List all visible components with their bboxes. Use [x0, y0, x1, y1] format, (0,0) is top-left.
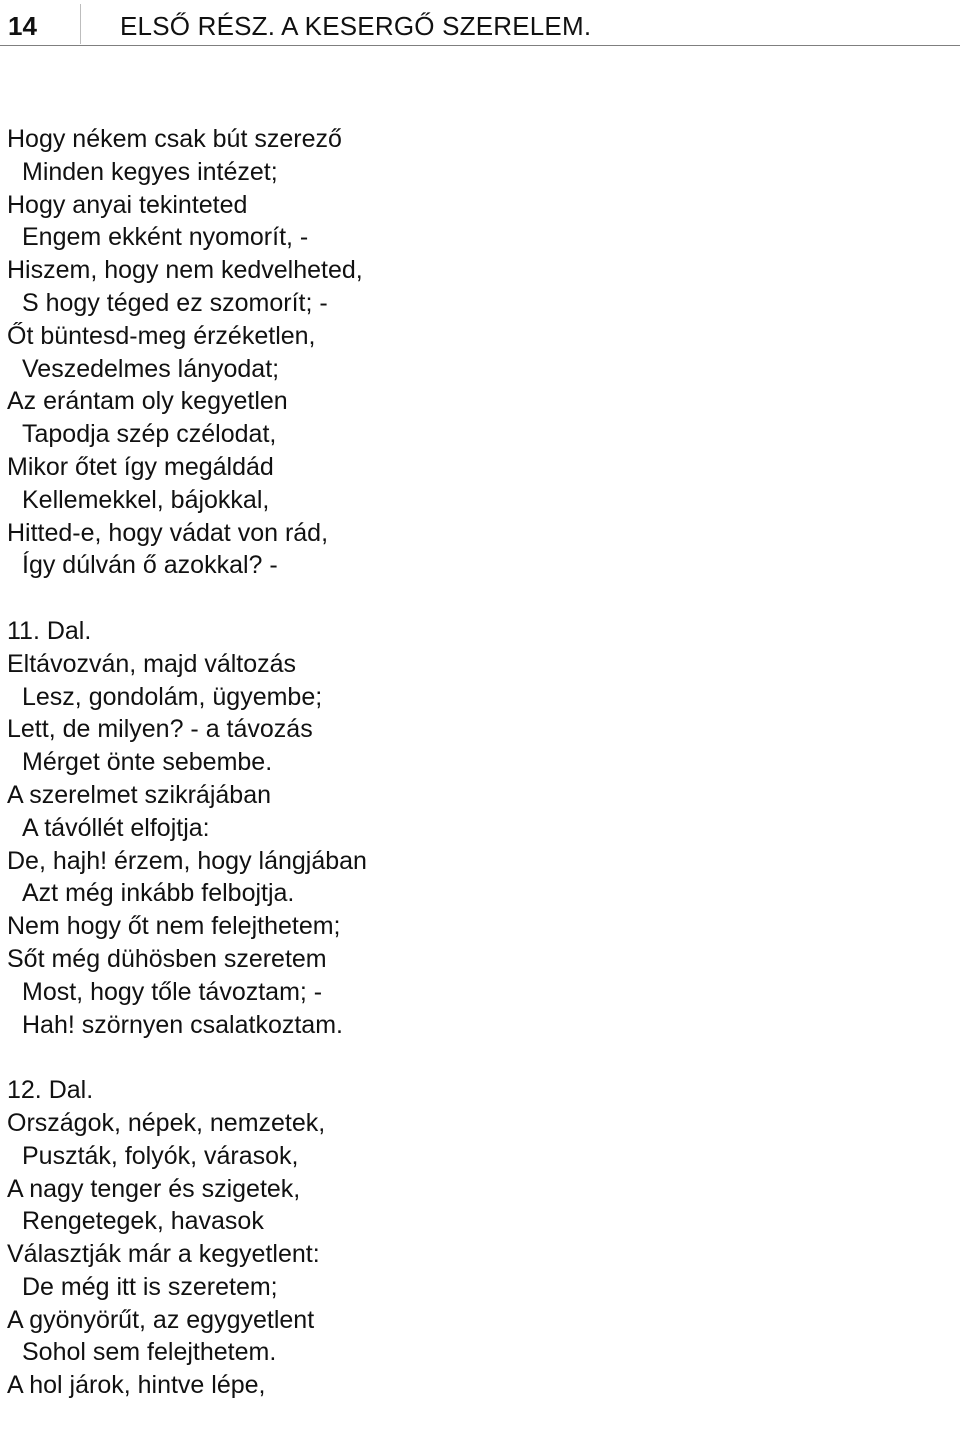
stanza-1 — [7, 123, 947, 582]
verse-line: A távóllét elfojtja: — [22, 813, 210, 842]
verse-line: Most, hogy tőle távoztam; - — [22, 977, 323, 1006]
verse-line: Sohol sem felejthetem. — [22, 1338, 277, 1367]
song-heading: 11. Dal. — [7, 616, 92, 645]
poem-body — [7, 123, 947, 1402]
verse-line: Sőt még dühösben szeretem — [7, 944, 327, 973]
verse-line: Választják már a kegyetlent: — [7, 1240, 320, 1269]
verse-line: Tapodja szép czélodat, — [22, 420, 277, 449]
verse-line: Nem hogy őt nem felejthetem; — [7, 912, 341, 941]
verse-line: De még itt is szeretem; — [22, 1272, 278, 1301]
song-heading: 12. Dal. — [7, 1076, 94, 1105]
verse-line: Mérget önte sebembe. — [22, 748, 273, 777]
verse-line: Eltávozván, majd változás — [7, 649, 297, 678]
verse-line: Őt büntesd-meg érzéketlen, — [7, 321, 316, 350]
verse-line: Az erántam oly kegyetlen — [7, 387, 288, 416]
verse-line: Rengetegek, havasok — [22, 1207, 264, 1236]
verse-line: Országok, népek, nemzetek, — [7, 1108, 326, 1137]
header-rule — [0, 45, 960, 46]
song-11 — [7, 615, 947, 1041]
verse-line: A szerelmet szikrájában — [7, 780, 272, 809]
verse-line: Puszták, folyók, várasok, — [22, 1141, 299, 1170]
verse-line: Veszedelmes lányodat; — [22, 354, 280, 383]
verse-line: Kellemekkel, bájokkal, — [22, 485, 270, 514]
running-title: ELSŐ RÉSZ. A KESERGŐ SZERELEM. — [120, 11, 592, 41]
verse-line: Hogy nékem csak bút szerező — [7, 125, 342, 153]
verse-line: Így dúlván ő azokkal? - — [22, 551, 278, 580]
verse-line: Lesz, gondolám, ügyembe; — [22, 682, 323, 711]
verse-line: Hogy anyai tekinteted — [7, 190, 248, 219]
page-number: 14 — [8, 11, 37, 41]
verse-line: Lett, de milyen? - a távozás — [7, 715, 313, 744]
stanza-gap — [7, 1041, 947, 1074]
verse-line: A nagy tenger és szigetek, — [7, 1174, 301, 1203]
verse-line: Engem ekként nyomorít, - — [22, 223, 309, 252]
verse-line: A hol járok, hintve lépe, — [7, 1371, 266, 1400]
verse-line: A gyönyörűt, az egygyetlent — [7, 1305, 315, 1334]
verse-line: Hiszem, hogy nem kedvelheted, — [7, 256, 363, 285]
header-divider — [80, 4, 81, 44]
song-12 — [7, 1074, 947, 1402]
verse-line: De, hajh! érzem, hogy lángjában — [7, 846, 367, 875]
stanza-gap — [7, 582, 947, 615]
verse-line: Minden kegyes intézet; — [22, 157, 278, 186]
verse-line: Hitted-e, hogy vádat von rád, — [7, 518, 329, 547]
verse-line: Hah! szörnyen csalatkoztam. — [22, 1010, 343, 1039]
verse-line: Mikor őtet így megáldád — [7, 452, 274, 481]
verse-line: S hogy téged ez szomorít; - — [22, 288, 328, 317]
verse-line: Azt még inkább felbojtja. — [22, 879, 295, 908]
running-header — [0, 0, 960, 48]
